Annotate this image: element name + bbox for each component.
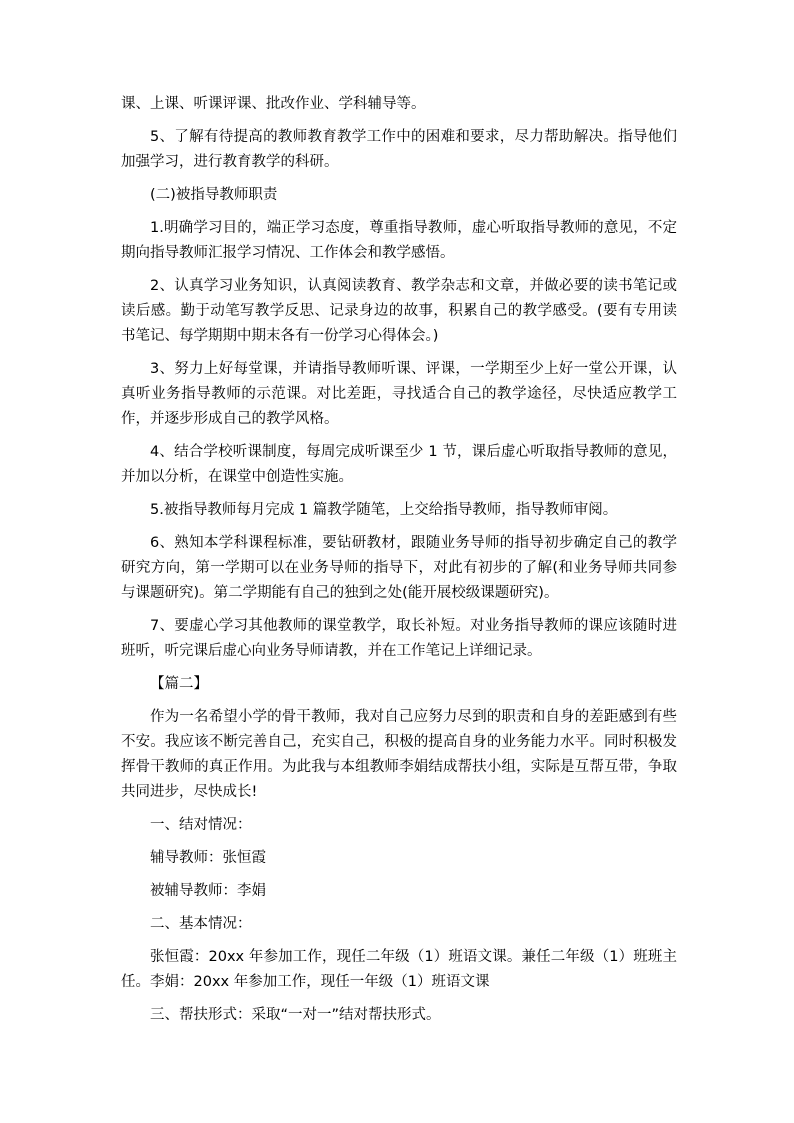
paragraph: 被辅导教师：李娟 (150, 883, 266, 899)
paragraph: 三、帮扶形式：采取“一对一”结对帮扶形式。 (150, 1007, 441, 1023)
paragraph: 辅导教师：张恒霞 (150, 850, 266, 866)
paragraph: 1.明确学习目的，端正学习态度，尊重指导教师，虚心听取指导教师的意见，不定期向指导教师汇报学习情况、工作体会和教学感悟。 (121, 220, 677, 261)
paragraph: 张恒霞：20xx 年参加工作，现任二年级（1）班语文课。兼任二年级（1）班班主任。李娟：20xx 年参加工作，现任一年级（1）班语文课 (121, 949, 677, 990)
paragraph: 6、熟知本学科课程标准，要钻研教材，跟随业务导师的指导初步确定自己的教学研究方向，第一学期可以在业务导师的指导下，对此有初步的了解(和业务导师共同参与课题研究)。第二学期能有自己的独到之处(能开展校级课题研究)。 (121, 535, 677, 601)
paragraph: 作为一名希望小学的骨干教师，我对自己应努力尽到的职责和自身的差距感到有些不安。我应该不断完善自己，充实自己，积极的提高自身的业务能力水平。同时积极发挥骨干教师的真正作用。为此我与本组教师李娟结成帮扶小组，实际是互帮互带，争取共同进步，尽快成长! (121, 709, 677, 800)
section-heading: 【篇二】 (150, 676, 208, 692)
paragraph: 5、了解有待提高的教师教育教学工作中的困难和要求，尽力帮助解决。指导他们加强学习，进行教育教学的科研。 (121, 129, 677, 170)
subheading: 一、结对情况： (150, 817, 252, 833)
paragraph: 5.被指导教师每月完成 1 篇教学随笔，上交给指导教师，指导教师审阅。 (150, 502, 618, 518)
paragraph: 7、要虚心学习其他教师的课堂教学，取长补短。对业务指导教师的课应该随时进班听，听完课后虚心向业务导师请教，并在工作笔记上详细记录。 (121, 618, 677, 659)
section-heading: (二)被指导教师职责 (150, 187, 278, 203)
paragraph: 3、努力上好每堂课，并请指导教师听课、评课，一学期至少上好一堂公开课，认真听业务指导教师的示范课。对比差距，寻找适合自己的教学途径，尽快适应教学工作，并逐步形成自己的教学风格。 (121, 361, 677, 427)
paragraph: 课、上课、听课评课、批改作业、学科辅导等。 (121, 96, 426, 112)
paragraph: 2、认真学习业务知识，认真阅读教育、教学杂志和文章，并做必要的读书笔记或读后感。勤于动笔写教学反思、记录身边的故事，积累自己的教学感受。(要有专用读书笔记、每学期期中期末各有一份学习心得体会。) (121, 278, 677, 344)
paragraph: 4、结合学校听课制度，每周完成听课至少 1 节，课后虚心听取指导教师的意见，并加以分析，在课堂中创造性实施。 (121, 444, 677, 485)
subheading: 二、基本情况： (150, 916, 252, 932)
document-body (121, 92, 677, 1036)
